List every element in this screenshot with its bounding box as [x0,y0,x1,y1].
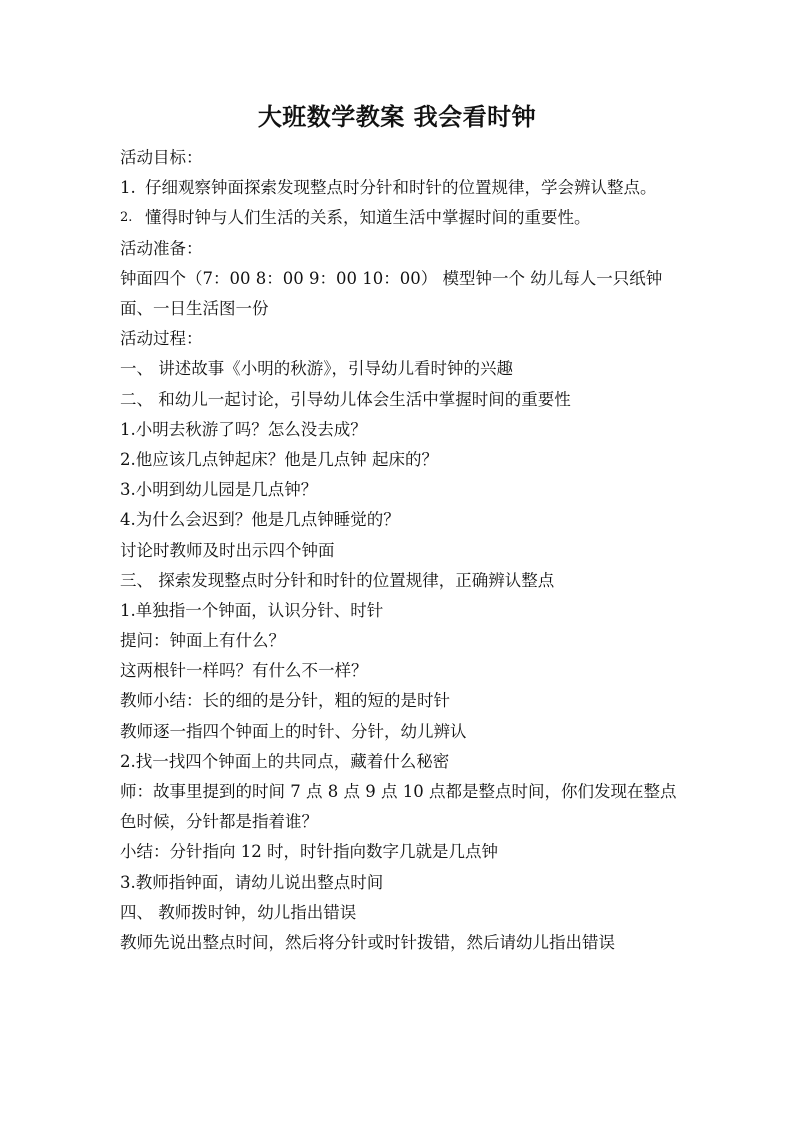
process-line: 讨论时教师及时出示四个钟面 [120,540,335,560]
process-line: 3.小明到幼儿园是几点钟？ [120,480,318,500]
goal-number: 1. [120,178,136,198]
goal-text: 仔细观察钟面探索发现整点时分针和时针的位置规律，学会辨认整点。 [145,178,657,198]
goal-item [120,203,680,233]
process-line: 一、 讲述故事《小明的秋游》，引导幼儿看时钟的兴趣 [120,359,513,379]
process-heading: 活动过程： [120,329,203,349]
prep-heading: 活动准备： [120,238,203,258]
process-line: 这两根针一样吗？有什么不一样？ [120,661,368,681]
goal-item [120,173,680,203]
process-line: 提问：钟面上有什么？ [120,631,285,651]
process-line: 4.为什么会迟到？他是几点钟睡觉的？ [120,510,400,530]
process-line: 教师先说出整点时间，然后将分针或时针拨错，然后请幼儿指出错误 [120,932,615,952]
process-line: 1.单独指一个钟面，认识分针、时针 [120,600,384,620]
document-body [120,143,680,958]
process-line: 四、 教师拨时钟，幼儿指出错误 [120,902,357,922]
process-line: 教师逐一指四个钟面上的时针、分针，幼儿辨认 [120,721,467,741]
process-line: 小结：分针指向 12 时，时针指向数字几就是几点钟 [120,842,498,862]
document-title: 大班数学教案 我会看时钟 [257,102,537,131]
process-line: 1.小明去秋游了吗？怎么没去成？ [120,419,367,439]
process-line: 2.找一找四个钟面上的共同点，藏着什么秘密 [120,751,450,771]
prep-text: 钟面四个（7：00 8：00 9：00 10：00） 模型钟一个 幼儿每人一只纸钟面、一日生活图一份 [120,268,663,318]
process-line: 教师小结：长的细的是分针，粗的短的是时针 [120,691,450,711]
goals-heading: 活动目标： [120,148,203,167]
process-line: 二、 和幼儿一起讨论，引导幼儿体会生活中掌握时间的重要性 [120,389,571,409]
goal-text: 懂得时钟与人们生活的关系，知道生活中掌握时间的重要性。 [145,208,591,228]
process-line: 三、 探索发现整点时分针和时针的位置规律，正确辨认整点 [120,570,555,590]
goal-number: 2. [120,210,133,226]
process-line: 师：故事里提到的时间 7 点 8 点 9 点 10 点都是整点时间，你们发现在整点色时候，分针都是指着谁？ [120,782,677,832]
process-line: 3.教师指钟面，请幼儿说出整点时间 [120,872,384,892]
process-line: 2.他应该几点钟起床？他是几点钟 起床的？ [120,449,438,469]
